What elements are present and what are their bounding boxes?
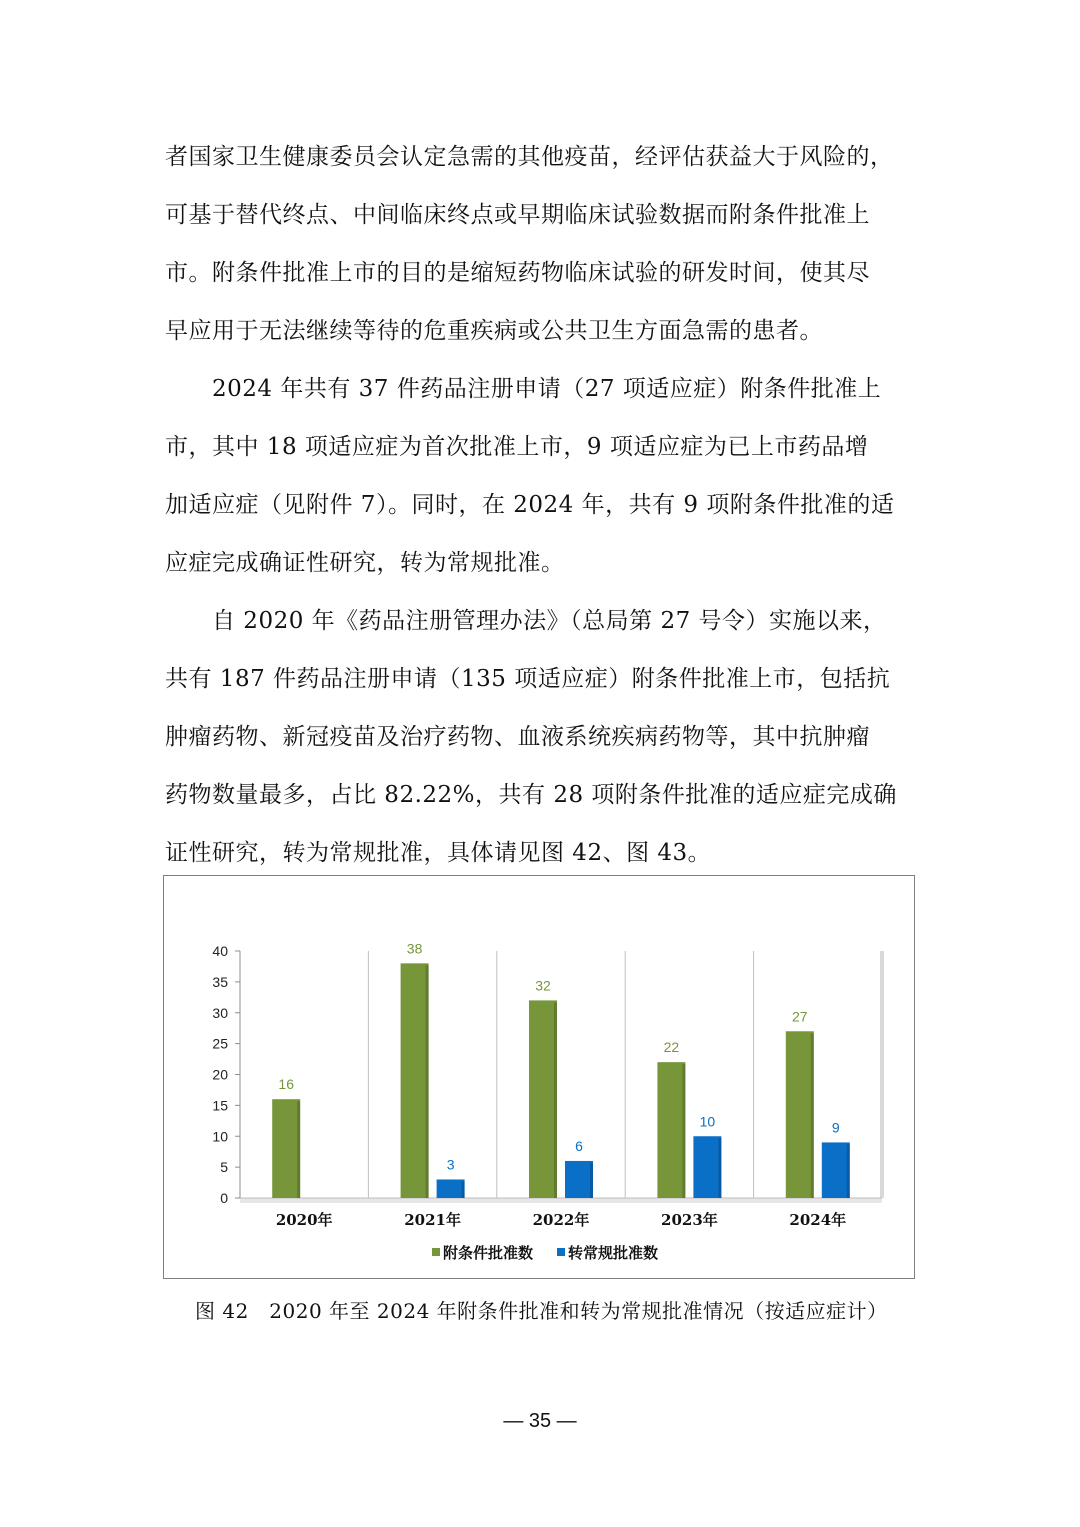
- bar: [437, 1179, 465, 1198]
- data-label: 38: [406, 940, 423, 957]
- bar: [401, 963, 429, 1198]
- body-line: 2024 年共有 37 件药品注册申请（27 项适应症）附条件批准上: [165, 376, 882, 402]
- bar: [529, 1000, 557, 1198]
- body-line: 者国家卫生健康委员会认定急需的其他疫苗，经评估获益大于风险的，: [165, 144, 894, 170]
- data-label: 9: [831, 1119, 840, 1136]
- y-tick-label: 40: [212, 943, 228, 959]
- y-tick-label: 20: [212, 1066, 228, 1083]
- legend-label: 转常规批准数: [568, 1244, 659, 1262]
- bar: [657, 1062, 685, 1198]
- body-line: 证性研究，转为常规批准，具体请见图 42、图 43。: [165, 840, 712, 866]
- bar: [693, 1136, 721, 1198]
- bar-chart: [164, 876, 914, 1278]
- data-label: 22: [663, 1039, 680, 1056]
- legend-label: 附条件批准数: [443, 1244, 534, 1262]
- body-text: [165, 128, 925, 882]
- body-line: 肿瘤药物、新冠疫苗及治疗药物、血液系统疾病药物等，其中抗肿瘤: [165, 724, 870, 750]
- body-line: 应症完成确证性研究，转为常规批准。: [165, 550, 565, 576]
- chart-frame: [163, 875, 915, 1279]
- body-line: 市。附条件批准上市的目的是缩短药物临床试验的研发时间，使其尽: [165, 260, 870, 286]
- bar-shade: [682, 1064, 685, 1198]
- x-tick-label: 2021年: [404, 1211, 461, 1229]
- x-tick-label: 2023年: [661, 1211, 718, 1229]
- bar-shade: [718, 1138, 721, 1198]
- bar-shade: [590, 1163, 593, 1198]
- legend-swatch: [432, 1248, 440, 1256]
- y-tick-label: 35: [212, 973, 228, 990]
- y-tick-label: 15: [212, 1097, 228, 1114]
- y-tick-label: 5: [220, 1159, 228, 1176]
- figure-caption: 图 42 2020 年至 2024 年附条件批准和转为常规批准情况（按适应症计）: [195, 1299, 888, 1323]
- bar: [565, 1161, 593, 1198]
- x-tick-label: 2020年: [275, 1211, 333, 1229]
- body-line: 市，其中 18 项适应症为首次批准上市，9 项适应症为已上市药品增: [165, 434, 869, 460]
- bar-shade: [554, 1002, 557, 1198]
- legend-swatch: [557, 1248, 565, 1256]
- body-line: 药物数量最多，占比 82.22%，共有 28 项附条件批准的适应症完成确: [165, 782, 897, 808]
- data-label: 3: [446, 1156, 455, 1173]
- body-line: 加适应症（见附件 7）。同时，在 2024 年，共有 9 项附条件批准的适: [165, 492, 895, 518]
- y-tick-label: 25: [212, 1035, 228, 1052]
- data-label: 6: [575, 1137, 583, 1154]
- data-label: 16: [278, 1076, 294, 1093]
- body-line: 共有 187 件药品注册申请（135 项适应症）附条件批准上市，包括抗: [165, 666, 891, 692]
- data-label: 32: [535, 977, 551, 994]
- bar-shade: [811, 1033, 814, 1198]
- bar-shade: [462, 1181, 465, 1198]
- bar: [272, 1099, 300, 1198]
- bar-shade: [297, 1101, 300, 1198]
- data-label: 27: [792, 1008, 808, 1025]
- bar-shade: [426, 965, 429, 1198]
- y-tick-label: 0: [220, 1190, 228, 1206]
- page-number: — 35 —: [503, 1410, 577, 1432]
- bar: [786, 1031, 814, 1198]
- y-tick-label: 30: [212, 1004, 228, 1021]
- chart-floor: [240, 1198, 882, 1203]
- body-line: 可基于替代终点、中间临床终点或早期临床试验数据而附条件批准上: [165, 202, 870, 228]
- bar: [822, 1142, 850, 1198]
- x-tick-label: 2024年: [789, 1211, 847, 1229]
- bar-shade: [847, 1144, 850, 1198]
- body-line: 早应用于无法继续等待的危重疾病或公共卫生方面急需的患者。: [165, 318, 823, 344]
- x-tick-label: 2022年: [532, 1211, 590, 1229]
- data-label: 10: [699, 1113, 716, 1130]
- y-tick-label: 10: [212, 1128, 228, 1145]
- body-line: 自 2020 年《药品注册管理办法》（总局第 27 号令）实施以来，: [165, 608, 887, 634]
